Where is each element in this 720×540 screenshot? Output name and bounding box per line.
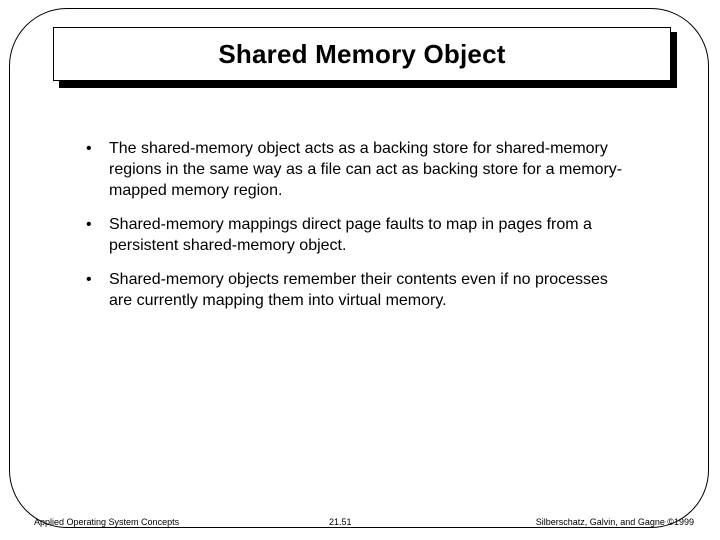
slide-title: Shared Memory Object (218, 38, 506, 69)
bullet-item-3 (84, 269, 624, 311)
footer-page-number: 21.51 (329, 517, 352, 527)
bullet-text: Shared-memory objects remember their contents even if no processes are currently mapping them into virtual memory. (109, 271, 608, 309)
bullet-item-2 (84, 214, 624, 256)
footer-book-title: Applied Operating System Concepts (34, 517, 180, 527)
bullet-icon: • (86, 140, 92, 157)
footer-copyright: Silberschatz, Galvin, and Gagne ©1999 (535, 517, 694, 527)
bullet-item-1 (84, 138, 624, 201)
bullet-icon: • (86, 271, 92, 288)
bullet-icon: • (86, 216, 92, 233)
bullet-text: Shared-memory mappings direct page faults to map in pages from a persistent shared-memory object. (109, 216, 592, 254)
bullet-list (84, 138, 624, 324)
title-box (53, 27, 671, 81)
bullet-text: The shared-memory object acts as a backing store for shared-memory regions in the same way as a file can act as backing store for a memory-mapped memory region. (109, 140, 623, 199)
